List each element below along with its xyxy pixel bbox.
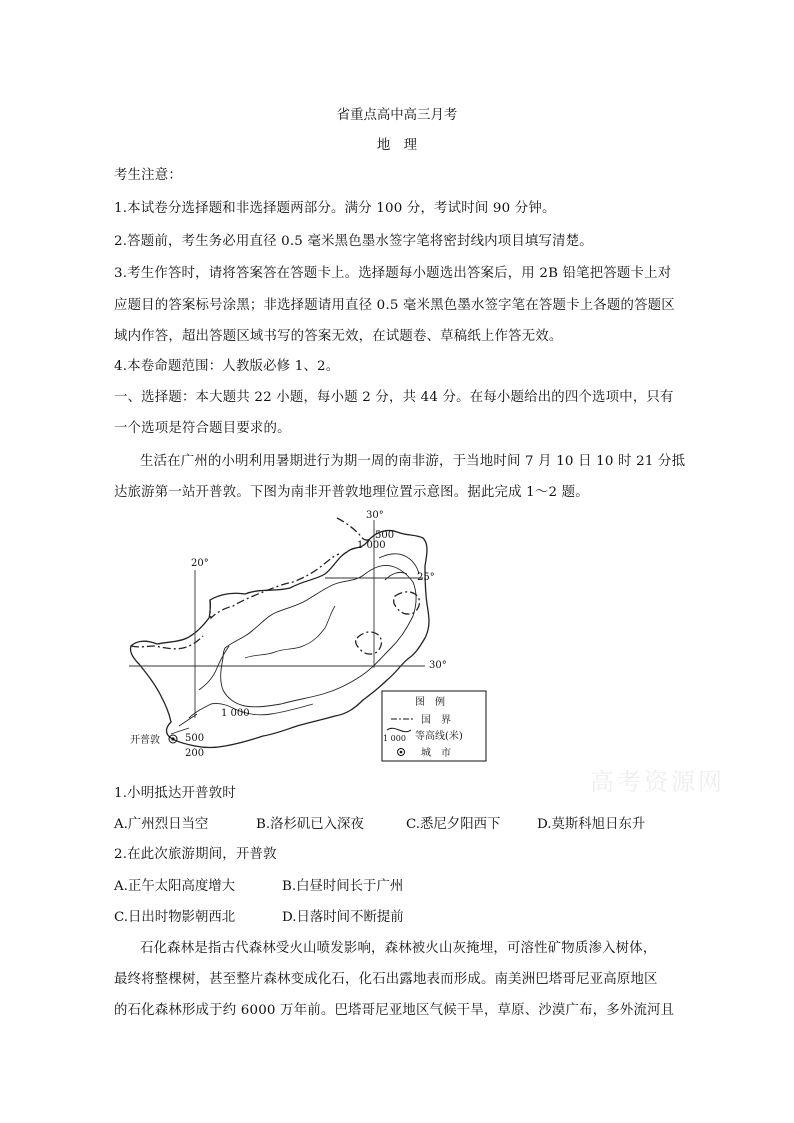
legend-title: 图 例: [415, 697, 445, 708]
notice-heading: 考生注意：: [114, 168, 182, 183]
notice-item: 2.答题前，考生务必用直径 0.5 毫米黑色墨水签字笔将密封线内项目填写清楚。: [114, 234, 593, 249]
notice-item: 1.本试卷分选择题和非选择题两部分。满分 100 分，考试时间 90 分钟。: [114, 201, 556, 216]
lat-label: 25°: [417, 572, 435, 583]
option-a: A.广州烈日当空: [114, 817, 209, 832]
contour-label: 1 000: [357, 540, 386, 551]
national-border: [356, 632, 382, 654]
contour-line: [189, 646, 313, 718]
option-a: A.正午太阳高度增大: [114, 879, 236, 894]
option-b: B.洛杉矶已入深夜: [256, 817, 364, 832]
option-b: B.白昼时间长于广州: [282, 879, 404, 894]
national-border: [210, 554, 339, 618]
passage-text: 达旅游第一站开普敦。下图为南非开普敦地理位置示意图。据此完成 1～2 题。: [114, 485, 589, 500]
legend-contour-sample: 1 000: [383, 734, 406, 743]
question-stem: 1.小明抵达开普敦时: [114, 786, 236, 801]
passage-text: 最终将整棵树，甚至整片森林变成化石，化石出露地表而形成。南美洲巴塔哥尼亚高原地区: [114, 972, 658, 987]
contour-label: 500: [375, 530, 395, 541]
subject-title: 地 理: [376, 138, 418, 153]
watermark: 高考资源网: [590, 768, 725, 796]
city-label: 开普敦: [130, 735, 160, 746]
passage-text: 石化森林是指古代森林受火山喷发影响，森林被火山灰掩埋，可溶性矿物质渗入树体，: [140, 941, 657, 956]
option-c: C.悉尼夕阳西下: [406, 817, 501, 832]
section-heading: 一个选项是符合题目要求的。: [114, 421, 291, 436]
notice-item: 3.考生作答时，请将答案答在答题卡上。选择题每小题选出答案后，用 2B 铅笔把答题卡上对: [114, 266, 672, 281]
lat-label: 30°: [429, 660, 447, 671]
notice-item: 域内作答，超出答题区域书写的答案无效，在试题卷、草稿纸上作答无效。: [114, 329, 563, 344]
city-symbol: [169, 735, 177, 743]
option-d: D.日落时间不断提前: [282, 910, 404, 925]
exam-title: 省重点高中高三月考: [336, 108, 458, 123]
contour-label: 200: [185, 748, 205, 759]
map-legend: [382, 691, 486, 761]
option-c: C.日出时物影朝西北: [114, 910, 236, 925]
passage-text: 的石化森林形成于约 6000 万年前。巴塔哥尼亚地区气候干旱，草原、沙漠广布，多外流河且: [114, 1003, 675, 1018]
legend-contour: 等高线(米): [415, 731, 463, 742]
question-stem: 2.在此次旅游期间，开普敦: [114, 847, 277, 862]
notice-item: 4.本卷命题范围：人教版必修 1、2。: [114, 359, 340, 374]
river-line: [245, 606, 335, 658]
contour-line: [171, 714, 197, 734]
contour-label: 1 000: [221, 708, 250, 719]
option-d: D.莫斯科旭日东升: [537, 817, 646, 832]
contour-line: [379, 554, 419, 580]
notice-item: 应题目的答案标号涂黑；非选择题请用直径 0.5 毫米黑色墨水签字笔在答题卡上各题的答题区: [114, 298, 675, 313]
passage-text: 生活在广州的小明利用暑期进行为期一周的南非游，于当地时间 7 月 10 日 10 时 21 分抵: [140, 454, 686, 469]
south-africa-map: [125, 508, 490, 763]
section-heading: 一、选择题：本大题共 22 小题，每小题 2 分，共 44 分。在每小题给出的四个选项中，只有: [114, 390, 674, 405]
legend-border: 国 界: [421, 715, 451, 726]
national-border: [337, 518, 371, 540]
lat-label: 30°: [366, 510, 384, 521]
legend-city: 城 市: [421, 748, 451, 759]
lon-label: 20°: [191, 558, 209, 569]
contour-label: 500: [185, 733, 205, 744]
